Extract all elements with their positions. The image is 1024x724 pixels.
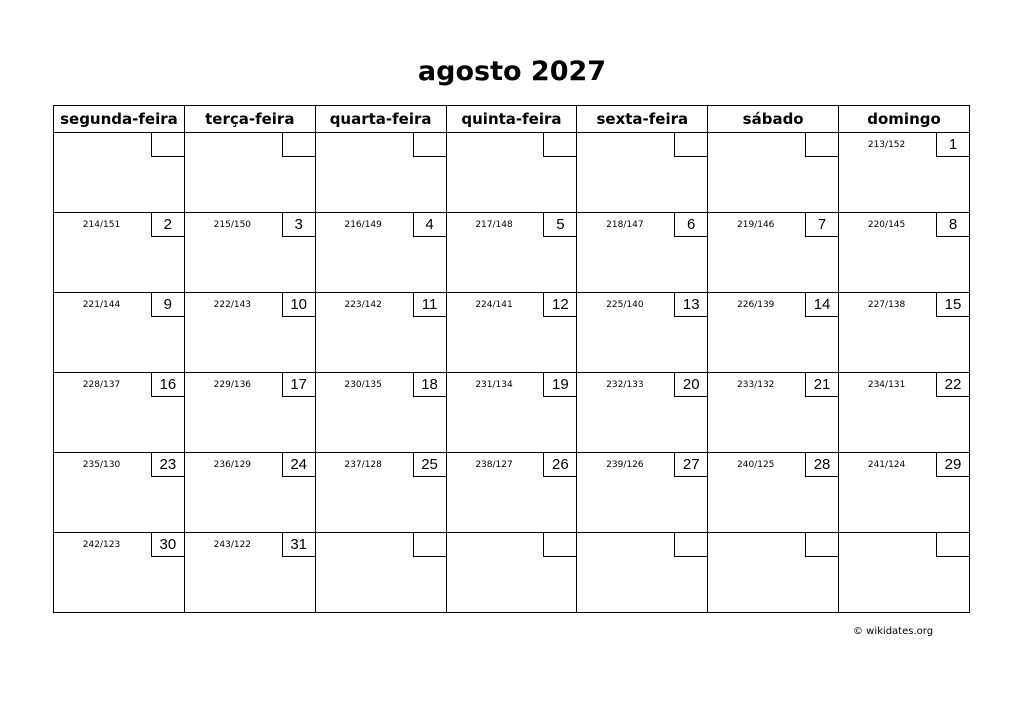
day-of-year-label: 221/144 <box>82 300 121 310</box>
day-number: 26 <box>543 453 576 477</box>
day-number <box>936 533 969 557</box>
day-number: 18 <box>413 373 446 397</box>
day-cell <box>184 453 315 533</box>
day-number: 8 <box>936 213 969 237</box>
day-number: 11 <box>413 293 446 317</box>
day-number <box>413 533 446 557</box>
day-number: 27 <box>674 453 707 477</box>
day-cell <box>184 373 315 453</box>
day-number <box>543 133 576 157</box>
day-cell <box>446 133 577 213</box>
day-cell <box>315 373 446 453</box>
day-of-year-label: 238/127 <box>475 460 513 470</box>
day-cell <box>446 533 577 613</box>
day-of-year-label: 220/145 <box>867 220 906 230</box>
day-of-year-label: 218/147 <box>606 220 644 230</box>
day-of-year-label: 230/135 <box>344 380 382 390</box>
day-cell <box>446 293 577 373</box>
day-cell <box>708 213 839 293</box>
day-cell <box>446 453 577 533</box>
day-cell <box>54 133 185 213</box>
day-number: 19 <box>543 373 576 397</box>
day-of-year-label: 216/149 <box>344 220 382 230</box>
copyright-footer: © wikidates.org <box>853 626 934 637</box>
day-of-year-label: 219/146 <box>737 220 775 230</box>
day-number: 10 <box>282 293 315 317</box>
day-of-year-label: 237/128 <box>344 460 382 470</box>
day-of-year-label: 217/148 <box>475 220 513 230</box>
day-of-year-label: 222/143 <box>213 300 252 310</box>
day-number: 21 <box>805 373 838 397</box>
day-cell <box>315 453 446 533</box>
day-number <box>674 133 707 157</box>
day-number: 6 <box>674 213 707 237</box>
day-cell <box>577 373 708 453</box>
day-cell <box>54 293 185 373</box>
week-row <box>54 213 970 293</box>
day-cell <box>708 293 839 373</box>
week-row <box>54 453 970 533</box>
day-number <box>805 133 838 157</box>
day-number: 3 <box>282 213 315 237</box>
day-number: 5 <box>543 213 576 237</box>
day-number: 14 <box>805 293 838 317</box>
day-of-year-label: 214/151 <box>82 220 121 230</box>
day-cell <box>315 293 446 373</box>
day-of-year-label: 228/137 <box>82 380 121 390</box>
day-of-year-label: 224/141 <box>475 300 513 310</box>
weekday-header: domingo <box>839 106 970 133</box>
day-number: 1 <box>936 133 969 157</box>
day-of-year-label: 235/130 <box>82 460 121 470</box>
day-cell <box>315 213 446 293</box>
day-cell <box>839 133 970 213</box>
day-number: 22 <box>936 373 969 397</box>
weekday-header: segunda-feira <box>54 106 185 133</box>
day-of-year-label: 226/139 <box>737 300 775 310</box>
day-number: 12 <box>543 293 576 317</box>
day-number <box>413 133 446 157</box>
day-cell <box>54 213 185 293</box>
day-number: 2 <box>151 213 184 237</box>
day-cell <box>577 533 708 613</box>
day-of-year-label: 227/138 <box>867 300 906 310</box>
day-cell <box>839 533 970 613</box>
day-number: 15 <box>936 293 969 317</box>
weekday-header: sábado <box>708 106 839 133</box>
day-number: 9 <box>151 293 184 317</box>
week-row <box>54 133 970 213</box>
day-cell <box>184 533 315 613</box>
day-of-year-label: 231/134 <box>475 380 513 390</box>
day-cell <box>708 373 839 453</box>
day-number: 28 <box>805 453 838 477</box>
day-cell <box>184 213 315 293</box>
day-number: 23 <box>151 453 184 477</box>
day-of-year-label: 215/150 <box>213 220 252 230</box>
day-number: 30 <box>151 533 184 557</box>
day-number <box>805 533 838 557</box>
day-number: 31 <box>282 533 315 557</box>
week-row <box>54 533 970 613</box>
week-row <box>54 373 970 453</box>
day-cell <box>184 293 315 373</box>
day-cell <box>54 373 185 453</box>
day-number: 16 <box>151 373 184 397</box>
day-number: 25 <box>413 453 446 477</box>
day-number: 29 <box>936 453 969 477</box>
day-of-year-label: 240/125 <box>737 460 775 470</box>
day-cell <box>708 533 839 613</box>
day-of-year-label: 242/123 <box>82 540 121 550</box>
day-cell <box>446 213 577 293</box>
day-number: 17 <box>282 373 315 397</box>
day-cell <box>54 533 185 613</box>
day-of-year-label: 233/132 <box>737 380 775 390</box>
day-of-year-label: 223/142 <box>344 300 382 310</box>
day-cell <box>577 453 708 533</box>
day-of-year-label: 241/124 <box>867 460 906 470</box>
calendar-grid <box>53 105 970 613</box>
day-number: 7 <box>805 213 838 237</box>
day-cell <box>577 133 708 213</box>
day-number: 13 <box>674 293 707 317</box>
day-cell <box>577 293 708 373</box>
day-cell <box>708 133 839 213</box>
weekday-header: quarta-feira <box>315 106 446 133</box>
day-of-year-label: 229/136 <box>213 380 252 390</box>
day-number: 24 <box>282 453 315 477</box>
day-of-year-label: 232/133 <box>606 380 644 390</box>
day-cell <box>315 133 446 213</box>
day-cell <box>839 293 970 373</box>
day-of-year-label: 236/129 <box>213 460 252 470</box>
day-number <box>543 533 576 557</box>
page-title: agosto 2027 <box>417 56 607 87</box>
day-of-year-label: 225/140 <box>606 300 644 310</box>
day-cell <box>839 453 970 533</box>
day-number <box>674 533 707 557</box>
day-of-year-label: 243/122 <box>213 540 252 550</box>
day-cell <box>54 453 185 533</box>
day-of-year-label: 239/126 <box>606 460 644 470</box>
weekday-header: quinta-feira <box>446 106 577 133</box>
day-cell <box>839 373 970 453</box>
day-of-year-label: 234/131 <box>867 380 906 390</box>
day-cell <box>839 213 970 293</box>
day-of-year-label: 213/152 <box>867 140 906 150</box>
day-cell <box>184 133 315 213</box>
week-row <box>54 293 970 373</box>
day-cell <box>577 213 708 293</box>
day-number <box>151 133 184 157</box>
weekday-header: terça-feira <box>184 106 315 133</box>
weekday-header: sexta-feira <box>577 106 708 133</box>
day-number: 20 <box>674 373 707 397</box>
day-number: 4 <box>413 213 446 237</box>
day-cell <box>315 533 446 613</box>
weekday-header-row <box>54 106 970 133</box>
day-cell <box>446 373 577 453</box>
day-cell <box>708 453 839 533</box>
day-number <box>282 133 315 157</box>
